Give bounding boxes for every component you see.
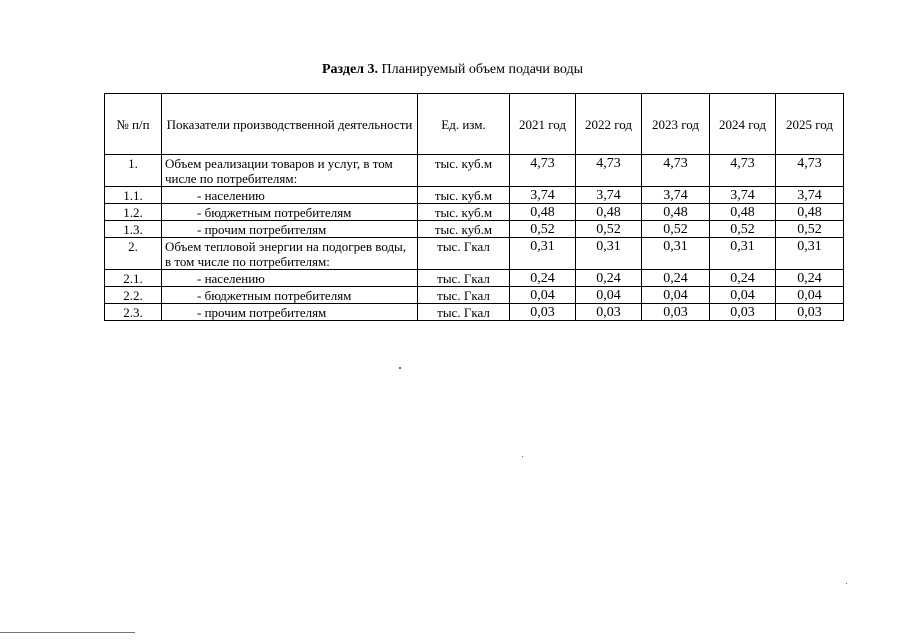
header-number: № п/п bbox=[105, 94, 162, 155]
table-header-row bbox=[105, 94, 844, 155]
row-value-2023: 0,48 bbox=[642, 204, 710, 221]
row-value-2023: 4,73 bbox=[642, 155, 710, 187]
row-value-2024: 0,04 bbox=[710, 287, 776, 304]
row-value-2025: 0,04 bbox=[776, 287, 844, 304]
row-value-2023: 0,52 bbox=[642, 221, 710, 238]
row-unit: тыс. Гкал bbox=[418, 287, 510, 304]
row-indicator: Объем тепловой энергии на подогрев воды, в том числе по потребителям: bbox=[162, 238, 418, 270]
row-indicator: - населению bbox=[162, 187, 418, 204]
row-number: 1.2. bbox=[105, 204, 162, 221]
table-row bbox=[105, 304, 844, 321]
row-value-2022: 0,03 bbox=[576, 304, 642, 321]
row-number: 1.3. bbox=[105, 221, 162, 238]
row-value-2022: 0,48 bbox=[576, 204, 642, 221]
row-unit: тыс. Гкал bbox=[418, 238, 510, 270]
row-value-2022: 4,73 bbox=[576, 155, 642, 187]
row-value-2025: 0,52 bbox=[776, 221, 844, 238]
row-value-2022: 3,74 bbox=[576, 187, 642, 204]
header-2021: 2021 год bbox=[510, 94, 576, 155]
row-indicator: Объем реализации товаров и услуг, в том числе по потребителям: bbox=[162, 155, 418, 187]
row-value-2021: 0,48 bbox=[510, 204, 576, 221]
row-value-2024: 0,48 bbox=[710, 204, 776, 221]
section-title-number: Раздел 3. bbox=[321, 62, 379, 77]
row-value-2025: 0,48 bbox=[776, 204, 844, 221]
table-row bbox=[105, 221, 844, 238]
row-value-2022: 0,31 bbox=[576, 238, 642, 270]
row-number: 1.1. bbox=[105, 187, 162, 204]
table-row bbox=[105, 287, 844, 304]
row-value-2023: 0,31 bbox=[642, 238, 710, 270]
scan-speck bbox=[399, 367, 401, 369]
row-value-2024: 0,24 bbox=[710, 270, 776, 287]
scan-speck bbox=[522, 456, 523, 457]
row-value-2021: 4,73 bbox=[510, 155, 576, 187]
row-unit: тыс. Гкал bbox=[418, 270, 510, 287]
row-indicator: - прочим потребителям bbox=[162, 304, 418, 321]
row-value-2022: 0,24 bbox=[576, 270, 642, 287]
row-value-2021: 0,52 bbox=[510, 221, 576, 238]
water-supply-table bbox=[104, 93, 844, 321]
row-value-2025: 0,03 bbox=[776, 304, 844, 321]
table-row bbox=[105, 187, 844, 204]
row-value-2024: 3,74 bbox=[710, 187, 776, 204]
header-2025: 2025 год bbox=[776, 94, 844, 155]
row-indicator: - прочим потребителям bbox=[162, 221, 418, 238]
row-value-2021: 0,04 bbox=[510, 287, 576, 304]
header-2024: 2024 год bbox=[710, 94, 776, 155]
row-value-2024: 4,73 bbox=[710, 155, 776, 187]
row-value-2024: 0,52 bbox=[710, 221, 776, 238]
section-title-text: Планируемый объем подачи воды bbox=[378, 62, 584, 77]
row-value-2022: 0,04 bbox=[576, 287, 642, 304]
row-value-2025: 0,31 bbox=[776, 238, 844, 270]
row-value-2023: 0,24 bbox=[642, 270, 710, 287]
row-number: 2.3. bbox=[105, 304, 162, 321]
row-number: 2. bbox=[105, 238, 162, 270]
header-2022: 2022 год bbox=[576, 94, 642, 155]
row-unit: тыс. куб.м bbox=[418, 221, 510, 238]
scan-speck bbox=[846, 583, 847, 584]
row-unit: тыс. куб.м bbox=[418, 187, 510, 204]
row-value-2024: 0,31 bbox=[710, 238, 776, 270]
row-unit: тыс. куб.м bbox=[418, 204, 510, 221]
row-value-2024: 0,03 bbox=[710, 304, 776, 321]
row-unit: тыс. куб.м bbox=[418, 155, 510, 187]
row-value-2025: 4,73 bbox=[776, 155, 844, 187]
table-row bbox=[105, 204, 844, 221]
row-indicator: - бюджетным потребителям bbox=[162, 287, 418, 304]
row-indicator: - бюджетным потребителям bbox=[162, 204, 418, 221]
footer-rule bbox=[0, 632, 135, 633]
row-number: 2.2. bbox=[105, 287, 162, 304]
row-value-2025: 3,74 bbox=[776, 187, 844, 204]
row-value-2023: 0,04 bbox=[642, 287, 710, 304]
row-number: 1. bbox=[105, 155, 162, 187]
row-value-2023: 0,03 bbox=[642, 304, 710, 321]
row-number: 2.1. bbox=[105, 270, 162, 287]
row-value-2021: 0,31 bbox=[510, 238, 576, 270]
row-indicator: - населению bbox=[162, 270, 418, 287]
header-2023: 2023 год bbox=[642, 94, 710, 155]
header-unit: Ед. изм. bbox=[418, 94, 510, 155]
row-value-2022: 0,52 bbox=[576, 221, 642, 238]
row-value-2021: 0,03 bbox=[510, 304, 576, 321]
row-unit: тыс. Гкал bbox=[418, 304, 510, 321]
row-value-2025: 0,24 bbox=[776, 270, 844, 287]
row-value-2021: 0,24 bbox=[510, 270, 576, 287]
row-value-2023: 3,74 bbox=[642, 187, 710, 204]
row-value-2021: 3,74 bbox=[510, 187, 576, 204]
header-indicator: Показатели производственной деятельности bbox=[162, 94, 418, 155]
table-row bbox=[105, 238, 844, 270]
section-title bbox=[0, 62, 905, 78]
table-row bbox=[105, 270, 844, 287]
table-row bbox=[105, 155, 844, 187]
